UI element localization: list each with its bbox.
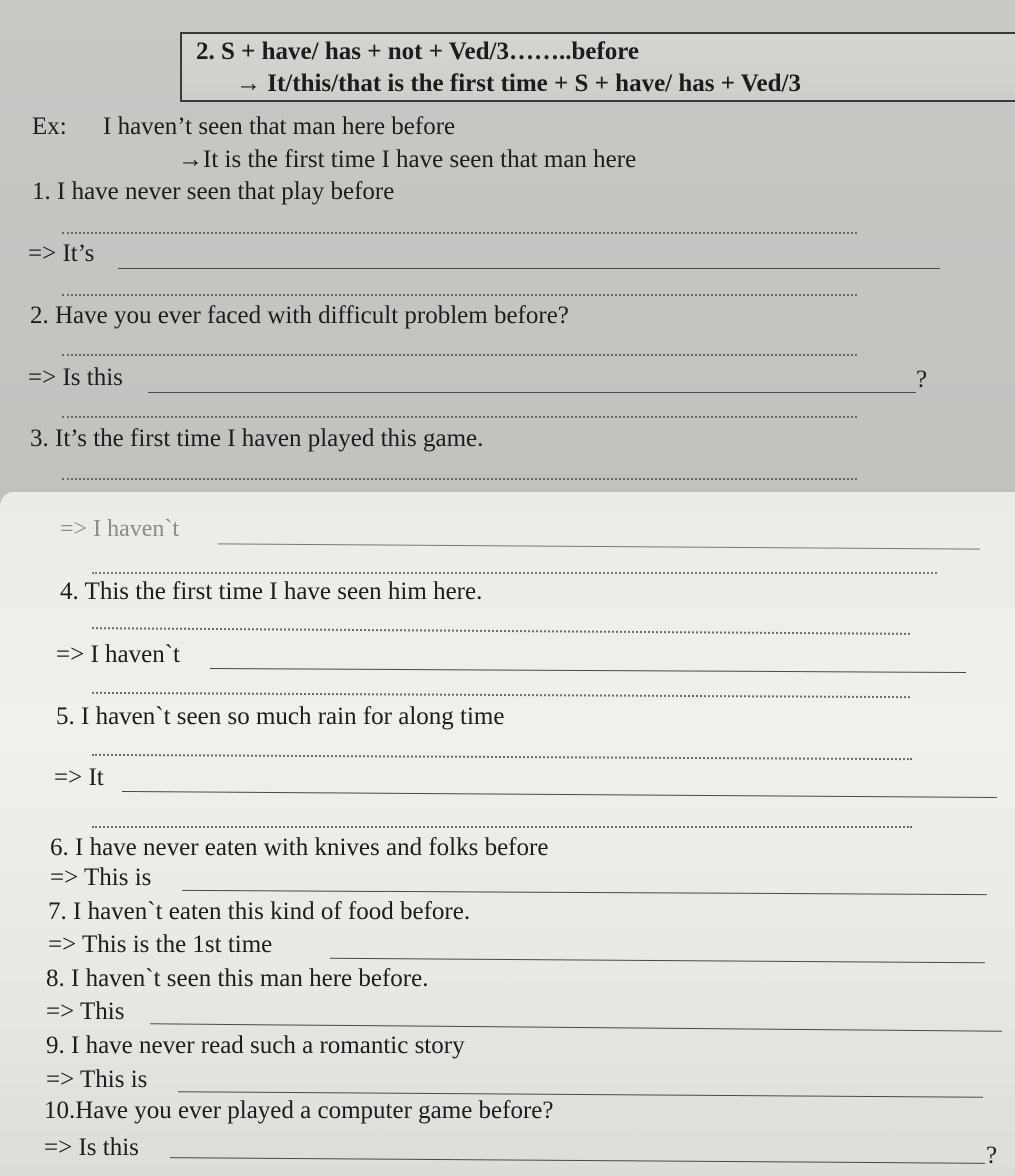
exercise-9-prompt: => This is — [46, 1066, 148, 1093]
exercise-3-answer-dots-top — [62, 478, 857, 480]
exercise-2-answer-line[interactable] — [148, 392, 916, 393]
exercise-3-answer-dots-bottom — [92, 572, 937, 574]
exercise-3-question: 3. It’s the first time I haven played this game. — [30, 425, 484, 452]
exercise-1-answer-dots-bottom — [62, 294, 857, 296]
exercise-1-answer-dots-top — [62, 232, 857, 234]
exercise-10-question-mark: ? — [986, 1142, 998, 1169]
exercise-5-prompt: => It — [54, 764, 104, 791]
exercise-6-prompt: => This is — [50, 864, 152, 891]
rule-line-2: → It/this/that is the first time + S + have/ has + Ved/3 — [236, 70, 801, 97]
exercise-7-prompt: => This is the 1st time — [48, 931, 273, 958]
rule-line-1: 2. S + have/ has + not + Ved/3……..before — [196, 38, 640, 65]
example-sentence: I haven’t seen that man here before — [103, 113, 456, 140]
exercise-8-prompt: => This — [46, 998, 125, 1025]
exercise-1-prompt: => It’s — [28, 240, 95, 267]
exercise-5-answer-dots-bottom — [92, 826, 912, 828]
exercise-1-answer-line[interactable] — [118, 268, 940, 269]
exercise-9-question: 9. I have never read such a romantic story — [46, 1032, 465, 1059]
exercise-2-question-mark: ? — [916, 366, 928, 393]
exercise-6-question: 6. I have never eaten with knives and folks before — [50, 834, 549, 861]
exercise-5-question: 5. I haven`t seen so much rain for along time — [56, 703, 505, 730]
exercise-2-prompt: => Is this — [28, 364, 123, 391]
exercise-10-prompt: => Is this — [44, 1134, 139, 1161]
exercise-7-question: 7. I haven`t eaten this kind of food before. — [48, 898, 471, 925]
exercise-8-question: 8. I haven`t seen this man here before. — [46, 965, 429, 992]
exercise-1-question: 1. I have never seen that play before — [32, 178, 395, 205]
exercise-4-question: 4. This the first time I have seen him here. — [60, 578, 483, 605]
example-label: Ex: — [32, 113, 67, 140]
exercise-2-question: 2. Have you ever faced with difficult problem before? — [30, 302, 569, 329]
exercise-2-answer-dots-bottom — [62, 416, 857, 418]
exercise-10-question: 10.Have you ever played a computer game before? — [44, 1097, 554, 1124]
exercise-3-prompt: => I haven`t — [60, 516, 180, 542]
exercise-4-prompt: => I haven`t — [56, 641, 180, 668]
exercise-2-answer-dots-top — [62, 354, 857, 356]
example-answer: →It is the first time I have seen that man here — [178, 146, 637, 173]
